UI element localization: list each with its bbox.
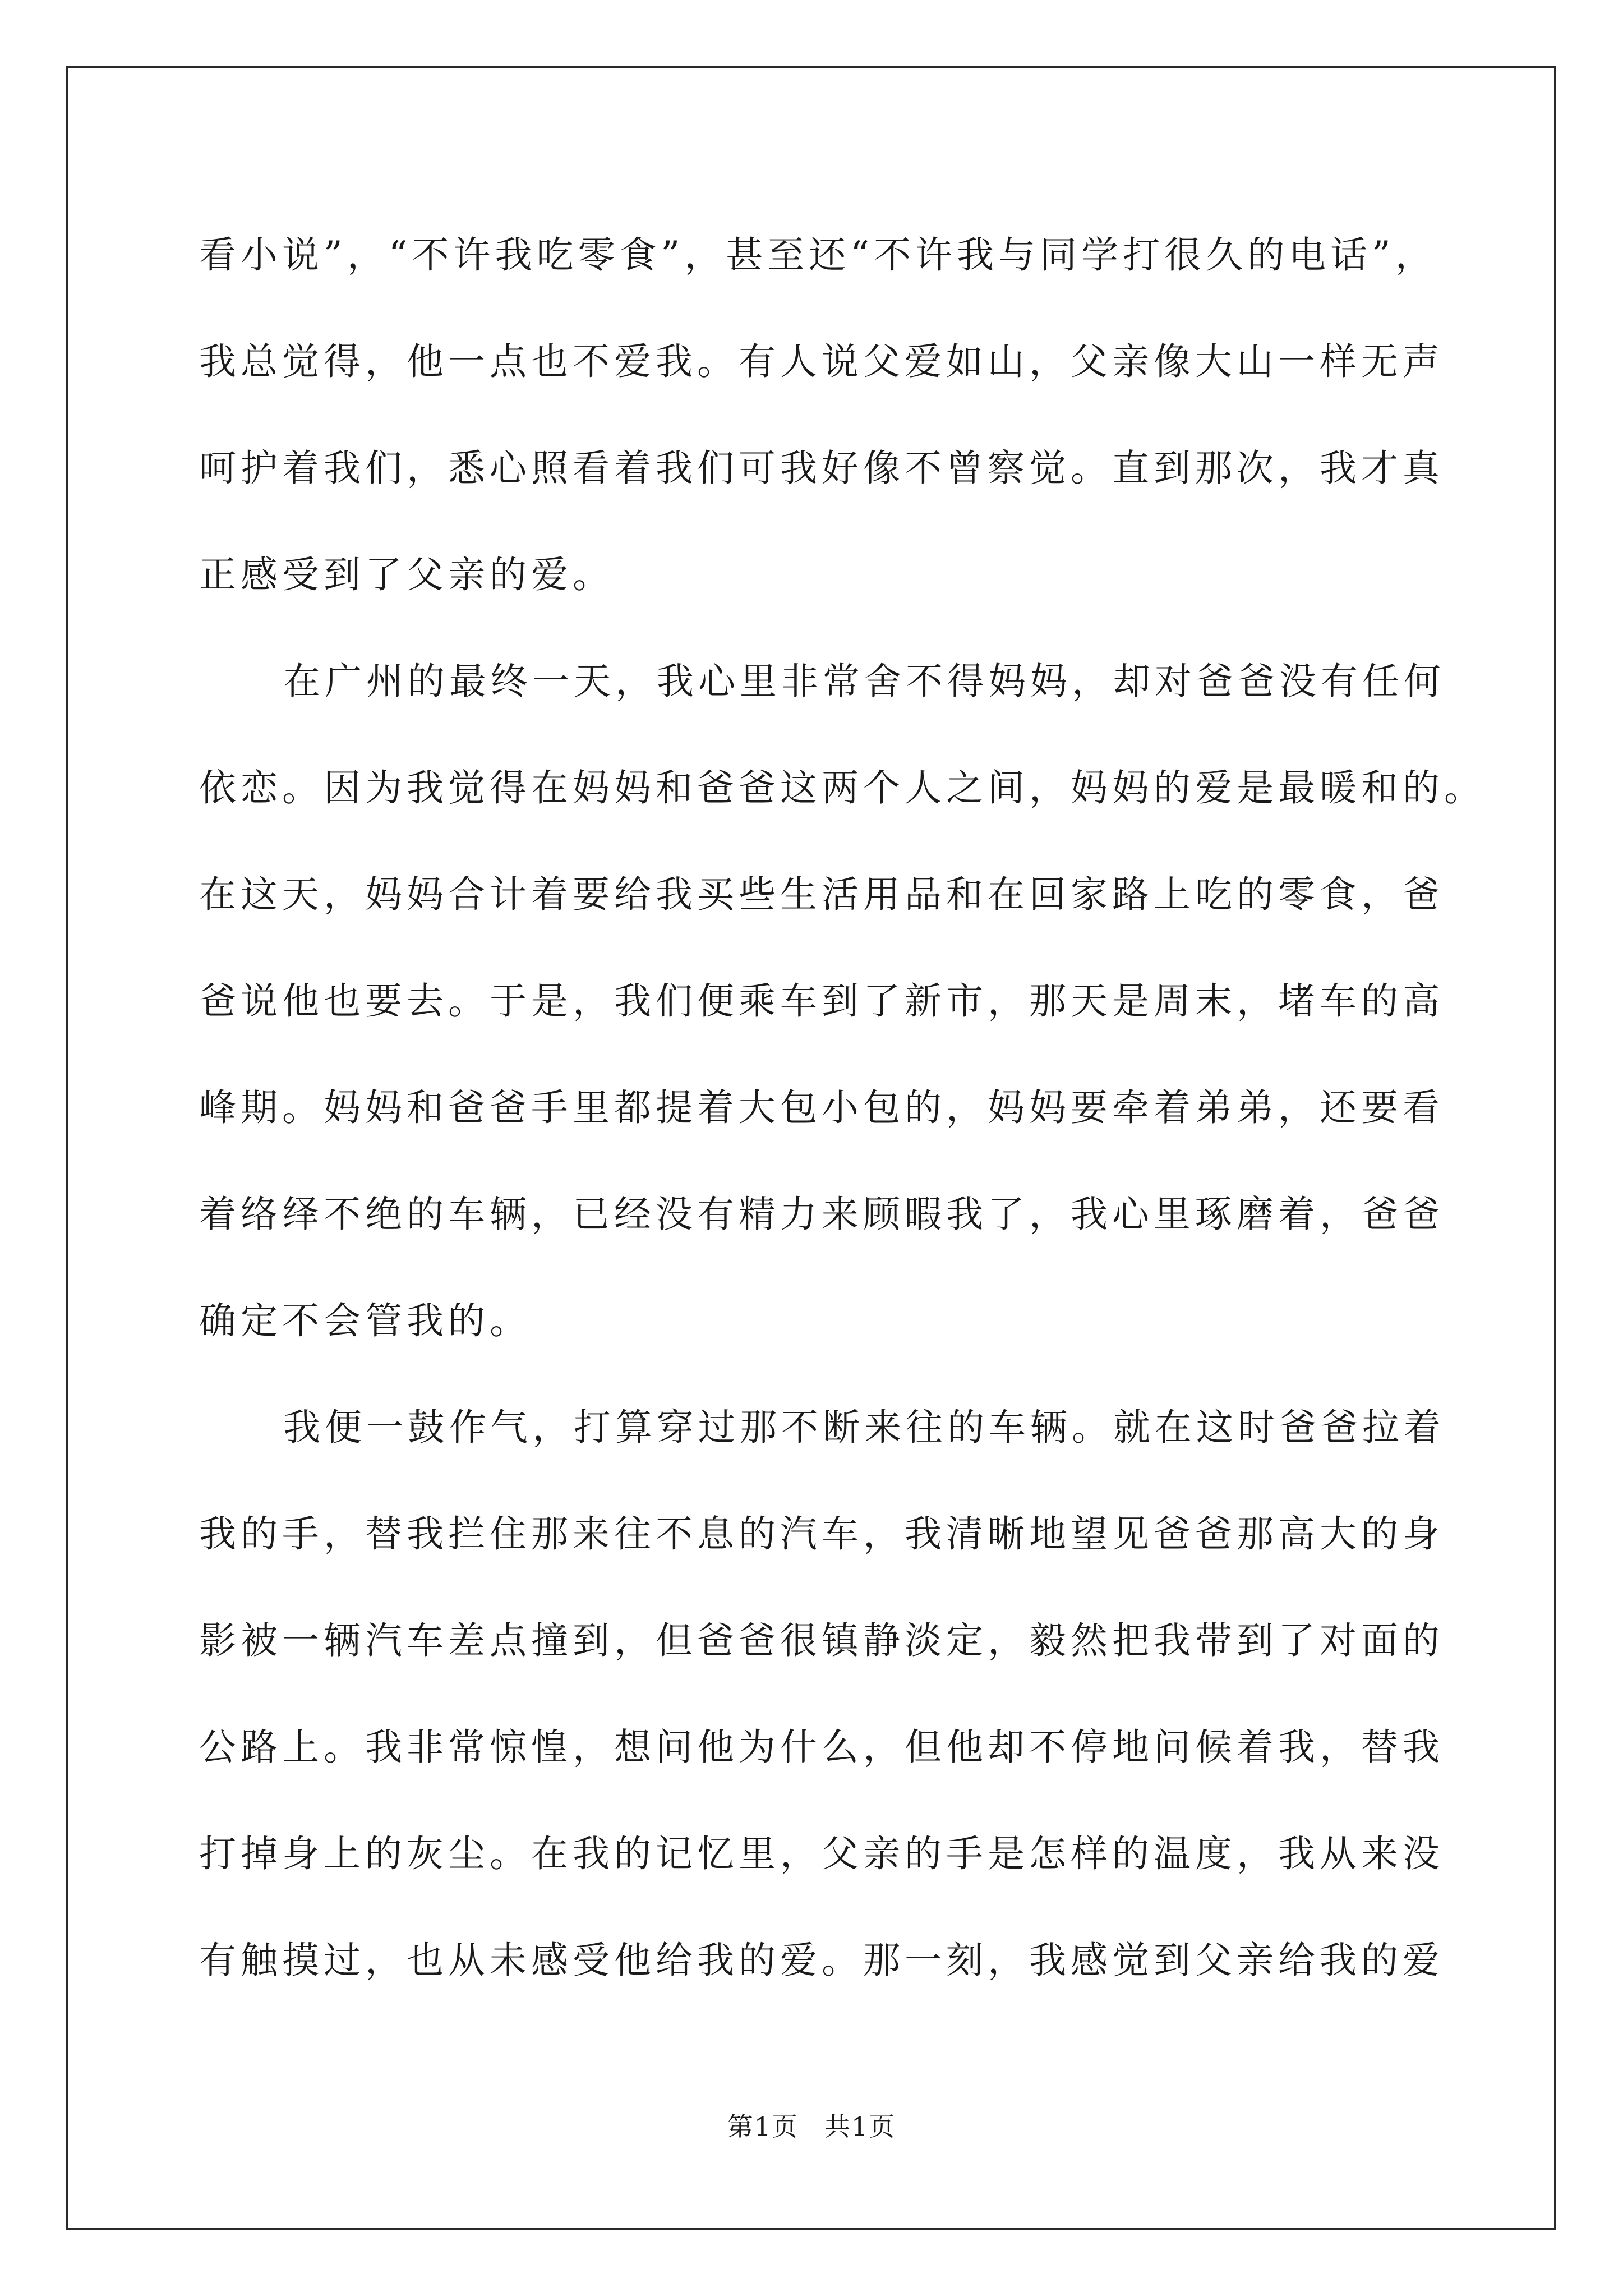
- text-line: 我的手，替我拦住那来往不息的汽车，我清晰地望见爸爸那高大的身: [199, 1512, 1444, 1556]
- text-line: 正感受到了父亲的爱。: [199, 553, 614, 596]
- text-line: 打掉身上的灰尘。在我的记忆里，父亲的手是怎样的温度，我从来没: [199, 1832, 1444, 1875]
- page-number: 第1页: [727, 2111, 799, 2142]
- text-line: 公路上。我非常惊惶，想问他为什么，但他却不停地问候着我，替我: [199, 1726, 1444, 1769]
- text-line: 依恋。因为我觉得在妈妈和爸爸这两个人之间，妈妈的爱是最暖和的。: [199, 766, 1486, 809]
- text-line: 爸说他也要去。于是，我们便乘车到了新市，那天是周末，堵车的高: [199, 979, 1444, 1023]
- text-line: 在这天，妈妈合计着要给我买些生活用品和在回家路上吃的零食，爸: [199, 873, 1444, 916]
- page-total: 共1页: [824, 2111, 896, 2142]
- text-line: 有触摸过，也从未感受他给我的爱。那一刻，我感觉到父亲给我的爱: [199, 1939, 1444, 1982]
- text-line: 峰期。妈妈和爸爸手里都提着大包小包的，妈妈要牵着弟弟，还要看: [199, 1086, 1444, 1129]
- text-line: 影被一辆汽车差点撞到，但爸爸很镇静淡定，毅然把我带到了对面的: [199, 1619, 1444, 1662]
- text-line: 看小说”，“不许我吃零食”，甚至还“不许我与同学打很久的电话”，: [199, 233, 1437, 277]
- text-line: 我总觉得，他一点也不爱我。有人说父爱如山，父亲像大山一样无声: [199, 340, 1444, 383]
- text-line: 确定不会管我的。: [199, 1299, 531, 1342]
- text-line: 呵护着我们，悉心照看着我们可我好像不曾察觉。直到那次，我才真: [199, 447, 1444, 490]
- paragraph-start-line: 在广州的最终一天，我心里非常舍不得妈妈，却对爸爸没有任何: [283, 660, 1445, 703]
- page-footer: [0, 2106, 1623, 2143]
- document-body: [199, 202, 1486, 2014]
- paragraph-start-line: 我便一鼓作气，打算穿过那不断来往的车辆。就在这时爸爸拉着: [283, 1406, 1445, 1449]
- text-line: 着络绎不绝的车辆，已经没有精力来顾暇我了，我心里琢磨着，爸爸: [199, 1193, 1444, 1236]
